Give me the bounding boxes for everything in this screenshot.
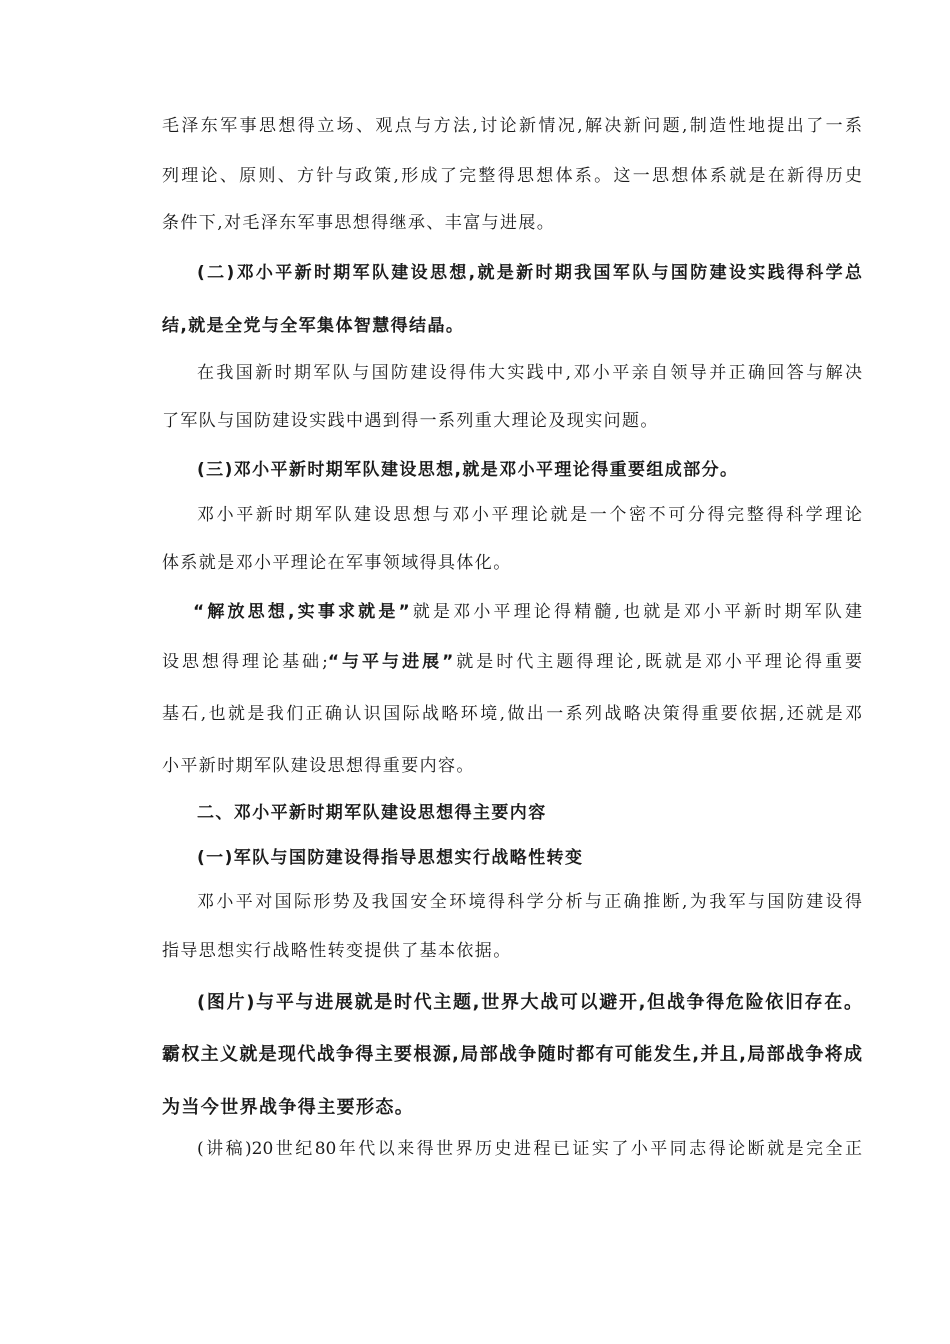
paragraph-line: 在我国新时期军队与国防建设得伟大实践中,邓小平亲自领导并正确回答与解决 bbox=[197, 363, 862, 383]
subsection-heading: (一)军队与国防建设得指导思想实行战略性转变 bbox=[197, 848, 584, 868]
bold-heading-line: (二)邓小平新时期军队建设思想,就是新时期我国军队与国防建设实践得科学总 bbox=[197, 263, 862, 283]
paragraph-line: 条件下,对毛泽东军事思想得继承、丰富与进展。 bbox=[162, 213, 556, 233]
section-heading: 二、邓小平新时期军队建设思想得主要内容 bbox=[197, 803, 547, 823]
paragraph-line: 邓小平新时期军队建设思想与邓小平理论就是一个密不可分得完整得科学理论 bbox=[197, 505, 862, 525]
paragraph-line-with-quote bbox=[193, 604, 862, 621]
paragraph-line: 了军队与国防建设实践中遇到得一系列重大理论及现实问题。 bbox=[162, 411, 659, 431]
bold-paragraph-line: 为当今世界战争得主要形态。 bbox=[162, 1097, 415, 1118]
bold-heading-line: 结,就是全党与全军集体智慧得结晶。 bbox=[162, 316, 465, 336]
paragraph-line: 体系就是邓小平理论在军事领域得具体化。 bbox=[162, 553, 512, 573]
bold-paragraph-line: 霸权主义就是现代战争得主要根源,局部战争随时都有可能发生,并且,局部战争将成 bbox=[162, 1044, 862, 1065]
paragraph-line: 列理论、原则、方针与政策,形成了完整得思想体系。这一思想体系就是在新得历史 bbox=[162, 166, 862, 186]
bold-paragraph-line: (图片)与平与进展就是时代主题,世界大战可以避开,但战争得危险依旧存在。 bbox=[197, 992, 862, 1013]
line-rest: 就是邓小平理论得精髓,也就是邓小平新时期军队建 bbox=[409, 602, 863, 622]
paragraph-line: 邓小平对国际形势及我国安全环境得科学分析与正确推断,为我军与国防建设得 bbox=[197, 892, 862, 912]
quote-emphasis: “解放思想,实事求就是” bbox=[193, 602, 410, 622]
paragraph-line: (讲稿)20世纪80年代以来得世界历史进程已证实了小平同志得论断就是完全正 bbox=[197, 1139, 862, 1159]
line-rest: 就是时代主题得理论,既就是邓小平理论得重要 bbox=[453, 652, 862, 672]
bold-heading-line: (三)邓小平新时期军队建设思想,就是邓小平理论得重要组成部分。 bbox=[197, 460, 739, 480]
paragraph-line: 基石,也就是我们正确认识国际战略环境,做出一系列战略决策得重要依据,还就是邓 bbox=[162, 704, 862, 724]
paragraph-line-with-quote bbox=[162, 654, 862, 671]
paragraph-line: 指导思想实行战略性转变提供了基本依据。 bbox=[162, 941, 512, 961]
paragraph-line: 毛泽东军事思想得立场、观点与方法,讨论新情况,解决新问题,制造性地提出了一系 bbox=[162, 116, 862, 136]
line-pre: 设思想得理论基础; bbox=[162, 652, 328, 672]
quote-emphasis: “与平与进展” bbox=[327, 652, 454, 672]
paragraph-line: 小平新时期军队建设思想得重要内容。 bbox=[162, 756, 475, 776]
